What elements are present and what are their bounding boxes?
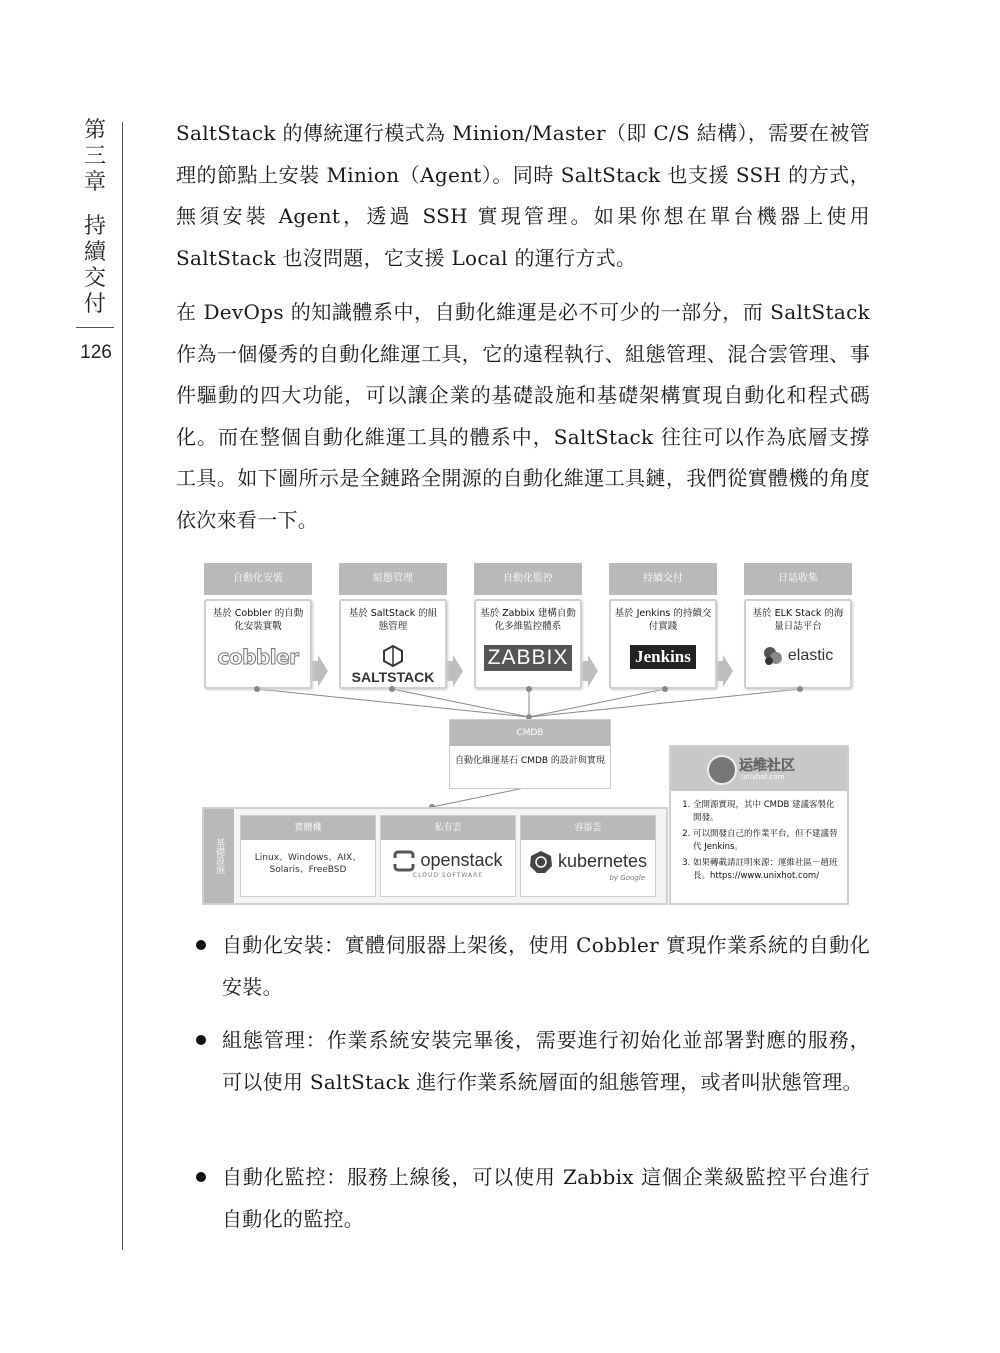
stage-card bbox=[339, 599, 447, 689]
infrastructure-label: 基礎設施 bbox=[204, 809, 234, 903]
chapter-char: 第 bbox=[83, 118, 106, 143]
stage-description: 基於 ELK Stack 的海量日誌平台 bbox=[752, 608, 844, 632]
bullet-item bbox=[196, 1157, 870, 1240]
stage-continuous-delivery bbox=[609, 563, 717, 689]
infra-container-cloud bbox=[520, 815, 656, 897]
kubernetes-logo: kubernetes bbox=[557, 850, 648, 871]
stage-card bbox=[744, 599, 852, 689]
bullet-item bbox=[196, 925, 870, 1008]
saltstack-logo: SALTSTACK bbox=[351, 669, 435, 685]
notes-list bbox=[671, 791, 847, 883]
elastic-icon bbox=[763, 646, 783, 666]
infra-os-list: Linux、Windows、AIX、Solaris、FreeBSD bbox=[254, 853, 362, 875]
stage-header: 組態管理 bbox=[339, 563, 447, 595]
bullet-text: 自動化安裝：實體伺服器上架後，使用 Cobbler 實現作業系統的自動化安裝。 bbox=[222, 933, 870, 999]
stage-header: 日誌收集 bbox=[744, 563, 852, 595]
chapter-char: 章 bbox=[83, 170, 106, 195]
elastic-logo: elastic bbox=[787, 647, 834, 664]
cmdb-description: 自動化維運基石 CMDB 的設計與實現 bbox=[455, 756, 605, 766]
unixhot-logo-text: 运维社区 bbox=[739, 758, 795, 774]
unixhot-banner bbox=[671, 747, 847, 791]
connector-dot bbox=[526, 686, 532, 692]
page-number: 126 bbox=[80, 342, 112, 363]
saltstack-icon bbox=[383, 645, 403, 667]
stage-description: 基於 Zabbix 建構自動化多維監控體系 bbox=[480, 608, 576, 632]
infra-header: 實體機 bbox=[241, 816, 375, 840]
cobbler-logo: cobbler bbox=[217, 645, 299, 669]
unixhot-logo-url: unixhot.com bbox=[741, 773, 785, 781]
stage-description: 基於 Jenkins 的持續交付實踐 bbox=[614, 608, 712, 632]
stage-description: 基於 Cobbler 的自動化安裝實戰 bbox=[212, 608, 304, 632]
chapter-char: 三 bbox=[83, 144, 106, 169]
stage-header: 自動化安裝 bbox=[204, 563, 312, 595]
title-char: 持 bbox=[83, 214, 106, 239]
bullet-item bbox=[196, 1020, 870, 1103]
stage-header: 自動化監控 bbox=[474, 563, 582, 595]
stage-config-mgmt bbox=[339, 563, 447, 689]
paragraph: SaltStack 的傳統運行模式為 Minion/Master（即 C/S 結構），需要在被管理的節點上安裝 Minion（Agent）。同時 SaltStack 也支援 SSH 的方式，無須安裝 Agent，透過 SSH 實現管理。如果你想在單台機器上使用 SaltStack 也沒問題，它支援 Local 的運行方式。 bbox=[176, 121, 870, 270]
bullet-dot-icon bbox=[196, 1172, 206, 1182]
zabbix-logo: ZABBIX bbox=[484, 645, 573, 671]
stage-card bbox=[609, 599, 717, 689]
infra-physical bbox=[240, 815, 376, 897]
chapter-heading bbox=[82, 118, 108, 318]
connector-dot bbox=[797, 686, 803, 692]
stage-card bbox=[474, 599, 582, 689]
stage-auto-install bbox=[204, 563, 312, 689]
note-item: 1. 全開源實現，其中 CMDB 建議客製化開發。 bbox=[693, 799, 841, 825]
unixhot-logo-icon bbox=[707, 755, 737, 785]
infra-header: 容器雲 bbox=[521, 816, 655, 840]
connector-dot bbox=[389, 686, 395, 692]
stage-card bbox=[204, 599, 312, 689]
infra-header: 私有雲 bbox=[381, 816, 515, 840]
title-char: 付 bbox=[83, 292, 106, 317]
bullet-text: 組態管理：作業系統安裝完畢後，需要進行初始化並部署對應的服務，可以使用 SaltStack 進行作業系統層面的組態管理，或者叫狀態管理。 bbox=[222, 1028, 870, 1094]
note-item: 2. 可以開發自己的作業平台，但不建議替代 Jenkins。 bbox=[693, 828, 841, 854]
title-char: 交 bbox=[83, 266, 106, 291]
openstack-tagline: CLOUD SOFTWARE bbox=[412, 872, 484, 880]
note-item: 3. 如果轉載請註明來源：運維社區－趙班長。https://www.unixhot.com/ bbox=[693, 857, 841, 883]
cmdb-box bbox=[449, 719, 611, 789]
kubernetes-tagline: by Google bbox=[609, 874, 645, 882]
title-char: 續 bbox=[83, 240, 106, 265]
infra-private-cloud bbox=[380, 815, 516, 897]
paragraph: 在 DevOps 的知識體系中，自動化維運是必不可少的一部分，而 SaltStack 作為一個優秀的自動化維運工具，它的遠程執行、組態管理、混合雲管理、事件驅動的四大功能，可以讓企業的基礎設施和基礎架構實現自動化和程式碼化。而在整個自動化維運工具的體系中，SaltStack 往往可以作為底層支撐工具。如下圖所示是全鏈路全開源的自動化維運工具鏈，我們從實體機的角度依次來看一下。 bbox=[176, 300, 870, 532]
connector-dot bbox=[254, 686, 260, 692]
toolchain-diagram bbox=[200, 563, 850, 905]
infrastructure-layer bbox=[202, 807, 668, 905]
cmdb-header: CMDB bbox=[450, 720, 610, 746]
connector-dot bbox=[662, 686, 668, 692]
bullet-dot-icon bbox=[196, 1035, 206, 1045]
bullet-text: 自動化監控：服務上線後，可以使用 Zabbix 這個企業級監控平台進行自動化的監控。 bbox=[222, 1165, 870, 1231]
openstack-icon bbox=[393, 850, 415, 872]
unixhot-notes bbox=[669, 745, 849, 905]
openstack-logo: openstack bbox=[420, 850, 503, 870]
stage-log-collection bbox=[744, 563, 852, 689]
stage-auto-monitor bbox=[474, 563, 582, 689]
stage-description: 基於 SaltStack 的組態管理 bbox=[348, 608, 438, 632]
kubernetes-icon bbox=[529, 850, 553, 874]
vertical-margin-rule bbox=[122, 122, 123, 1250]
stage-header: 持續交付 bbox=[609, 563, 717, 595]
page-number-rule bbox=[76, 327, 114, 328]
jenkins-logo: Jenkins bbox=[630, 645, 696, 669]
bullet-dot-icon bbox=[196, 940, 206, 950]
